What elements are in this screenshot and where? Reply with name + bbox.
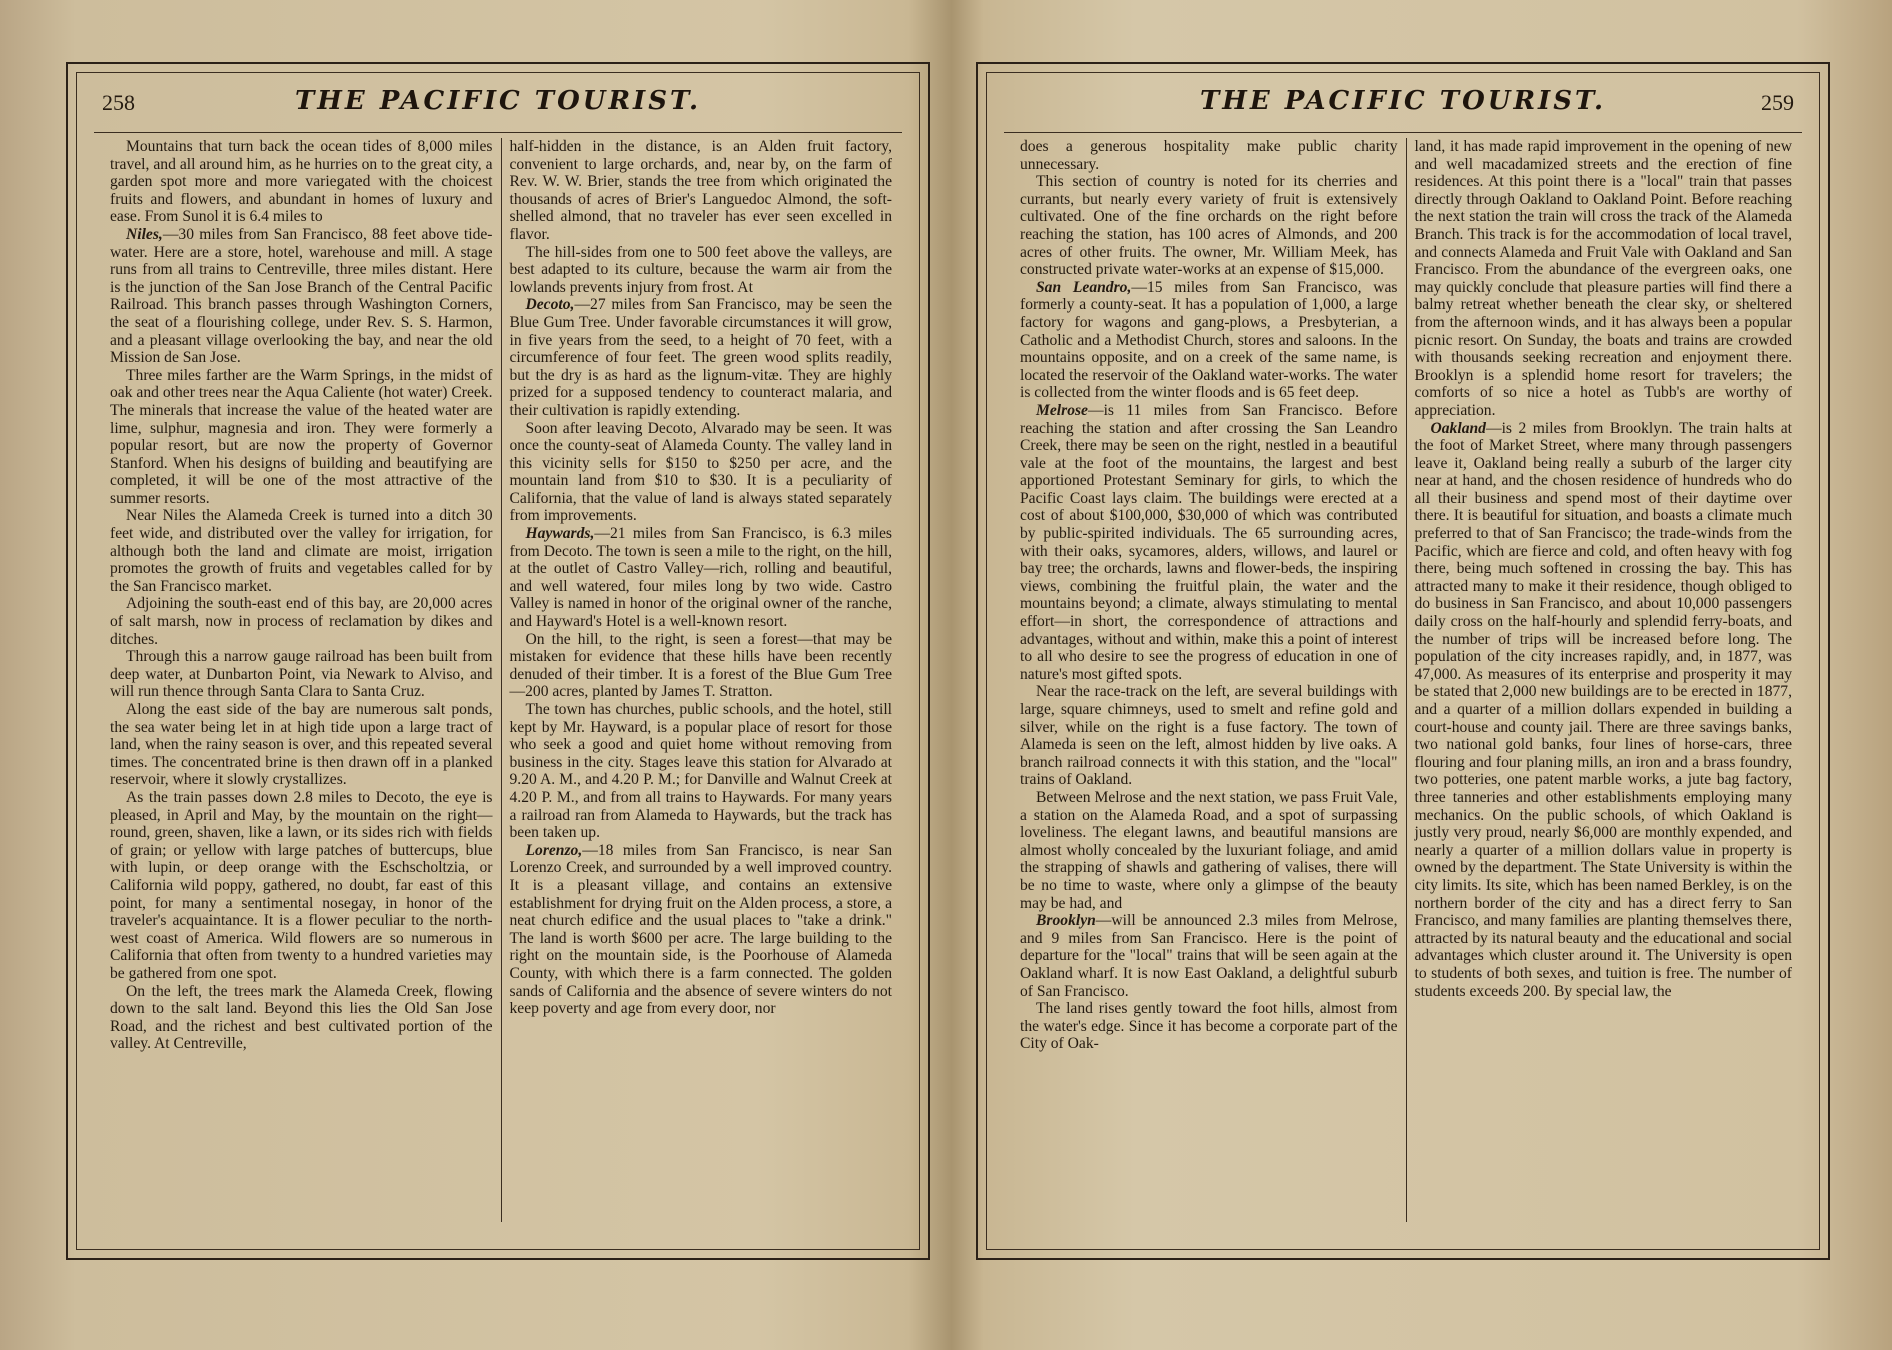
running-header xyxy=(1006,86,1800,128)
paragraph-text: —27 miles from San Francisco, may be seen the Blue Gum Tree. Under favorable circumstances it will grow, in five years from the seed, to a height of 70 feet, with a circumference of four feet. The green wood splits readily, but the dry is as hard as the lignum-vitæ. They are highly prized for a supposed tendency to counteract malaria, and their cultivation is rapidly extending. xyxy=(509,296,892,419)
paragraph-text: Along the east side of the bay are numerous salt ponds, the sea water being let in at high tide upon a large tract of land, when the rainy season is over, and this repeated several times. The concentrated brine is then drawn off in a planked reservoir, where it slowly crystallizes. xyxy=(110,701,493,789)
header-rule xyxy=(94,132,902,133)
paragraph-text: Near the race-track on the left, are several buildings with large, square chimneys, used to smelt and refine gold and silver, while on the right is a fuse factory. The town of Alameda is seen on the left, almost hidden by live oaks. A branch railroad connects it with this station, and the "local" trains of Oakland. xyxy=(1020,683,1398,789)
paragraph-text: Through this a narrow gauge railroad has been built from deep water, at Dunbarton Point, via Newark to Alviso, and will run thence through Santa Clara to Santa Cruz. xyxy=(110,648,493,701)
paragraph xyxy=(1020,173,1398,279)
paragraph xyxy=(1415,138,1793,420)
station-heading: Niles, xyxy=(126,225,163,243)
paragraph-text: —is 2 miles from Brooklyn. The train halts at the foot of Market Street, where many through passengers leave it, Oakland being really a suburb of the larger city near at hand, and the chosen residence of hundreds who do all their business and spend most of their daytime over there. It is beautiful for situation, and boasts a climate much preferred to that of San Francisco; the trade-winds from the Pacific, which are fierce and cold, and often heavy with fog there, being much softened in crossing the bay. This has attracted many to make it their residence, though obliged to do business in San Francisco, and about 10,000 passengers daily cross on the half-hourly and splendid ferry-boats, and the number of trips will be increased before long. The population of the city increases rapidly, and, in 1877, was 47,000. As measures of its enterprise and prosperity it may be stated that 2,000 new buildings are to be erected in 1877, and a quarter of a million dollars expended in building a court-house and county jail. There are three savings banks, two national gold banks, four lines of horse-cars, three flouring and four planing mills, an iron and a brass foundry, two potteries, one patent marble works, a jute bag factory, three tanneries and other establishments employing many mechanics. On the public schools, of which Oakland is justly very proud, nearly $6,000 are monthly expended, and nearly a quarter of a million dollars value in property is owned by the department. The State University is within the city limits. Its site, which has been named Berkley, is on the northern border of the city and has a direct ferry to San Francisco, and many families are planting themselves there, attracted by its natural beauty and the educational and social advantages which cluster around it. The University is open to students of both sexes, and tuition is free. The number of students exceeds 200. By special law, the xyxy=(1414,419,1792,1000)
running-title: THE PACIFIC TOURIST. xyxy=(1199,86,1607,116)
paragraph xyxy=(510,631,893,701)
paragraph xyxy=(1020,402,1398,684)
paragraph xyxy=(1020,138,1398,173)
paragraph xyxy=(110,226,493,367)
paragraph-text: —21 miles from San Francisco, is 6.3 miles from Decoto. The town is seen a mile to the right, on the hill, at the outlet of Castro Valley—rich, rolling and beautiful, and well watered, four miles long by two wide. Castro Valley is named in honor of the original owner of the ranche, and Hayward's Hotel is a well-known resort. xyxy=(509,525,892,631)
paragraph-text: Near Niles the Alameda Creek is turned into a ditch 30 feet wide, and distributed over the valley for irrigation, for although both the land and climate are moist, irrigation promotes the growth of fruits and vegetables called for by the San Francisco market. xyxy=(110,507,493,595)
running-header xyxy=(96,86,900,128)
column-right xyxy=(502,138,901,1222)
paragraph-text: does a generous hospitality make public charity unnecessary. xyxy=(1020,138,1398,173)
paragraph xyxy=(510,296,893,419)
paragraph-text: —18 miles from San Francisco, is near San Lorenzo Creek, and surrounded by a well improved country. It is a pleasant village, and contains an extensive establishment for drying fruit on the Alden process, a store, a neat church edifice and the usual places to "take a drink." The land is worth $600 per acre. The large building to the right on the mountain side, is the Poorhouse of Alameda County, with which there is a farm connected. The golden sands of California and the absence of severe winters do not keep poverty and age from every door, nor xyxy=(509,841,892,1018)
station-heading: Decoto, xyxy=(525,296,575,314)
paragraph xyxy=(1020,279,1398,402)
paragraph xyxy=(510,244,893,297)
paragraph-text: The town has churches, public schools, and the hotel, still kept by Mr. Hayward, is a popular place of resort for those who seek a good and quiet home without removing from business in the city. Stages leave this station for Alvarado at 9.20 A. M., and 4.20 P. M.; for Danville and Walnut Creek at 4.20 P. M., and from all trains to Haywards. For many years a railroad ran from Alameda to Haywards, but the track has been taken up. xyxy=(509,701,892,842)
paragraph xyxy=(1020,789,1398,912)
paragraph xyxy=(510,525,893,631)
paragraph-text: Soon after leaving Decoto, Alvarado may be seen. It was once the county-seat of Alameda County. The valley land in this vicinity sells for $150 to $250 per acre, and the mountain land from $10 to $30. It is a peculiarity of California, that the value of land is always stated separately from improvements. xyxy=(509,419,892,525)
paragraph xyxy=(110,507,493,595)
paragraph-text: land, it has made rapid improvement in the opening of new and well macadamized streets and the erection of fine residences. At this point there is a "local" train that passes directly through Oakland to Oakland Point. Before reaching the next station the train will cross the track of the Alameda Branch. This track is for the accommodation of local travel, and connects Alameda and Fruit Vale with Oakland and San Francisco. From the abundance of the evergreen oaks, one may quickly conclude that pleasure parties will find there a balmy retreat whether beneath the clear sky, or sheltered from the afternoon winds, and it has always been a popular picnic resort. On Sunday, the boats and trains are crowded with thousands seeking recreation and enjoyment there. Brooklyn is a splendid home resort for travelers; the comforts of so nice a hotel as Tubb's are worthy of appreciation. xyxy=(1414,138,1792,419)
paragraph-text: —is 11 miles from San Francisco. Before reaching the station and after crossing the San Leandro Creek, there may be seen on the right, nestled in a beautiful vale at the foot of the mountains, the largest and best apportioned Protestant Seminary for girls, to which the Pacific Coast lays claim. The buildings were erected at a cost of about $100,000, $30,000 of which was contributed by public-spirited individuals. The 65 surrounding acres, with their oaks, sycamores, alders, willows, and laurel or bay tree; the orchards, lawns and flower-beds, the inspiring views, combining the fruitful plain, the water and the mountains beyond; a climate, always stimulating to mental effort—in short, the correspondence of attractions and advantages, without and within, make this a point of interest to all who desire to see the progress of education in one of nature's most gifted spots. xyxy=(1020,401,1398,683)
paragraph-text: The hill-sides from one to 500 feet above the valleys, are best adapted to its culture, because the warm air from the lowlands prevents injury from frost. At xyxy=(509,243,892,296)
page-number: 258 xyxy=(102,90,135,115)
paragraph-text: Mountains that turn back the ocean tides of 8,000 miles travel, and all around him, as he hurries on to the great city, a garden spot more and more variegated with the choicest fruits and flowers, and abundant in homes of luxury and ease. From Sunol it is 6.4 miles to xyxy=(110,138,493,226)
station-heading: Lorenzo, xyxy=(525,841,583,859)
paragraph xyxy=(110,648,493,701)
station-heading: Melrose xyxy=(1036,401,1088,419)
page-number: 259 xyxy=(1761,90,1794,115)
station-heading: Haywards, xyxy=(525,525,595,543)
left-page xyxy=(66,62,930,1260)
column-left xyxy=(102,138,501,1222)
paragraph xyxy=(1020,1000,1398,1053)
header-rule xyxy=(1004,132,1802,133)
column-left xyxy=(1012,138,1406,1222)
paragraph-text: —30 miles from San Francisco, 88 feet above tide-water. Here are a store, hotel, warehouse and mill. A stage runs from all trains to Centreville, three miles distant. Here is the junction of the San Jose Branch of the Central Pacific Railroad. This branch passes through Washington Corners, the seat of a flourishing college, under Rev. S. S. Harmon, and a pleasant village overlooking the bay, and near the old Mission de San Jose. xyxy=(110,225,493,367)
paragraph xyxy=(110,367,493,508)
paragraph xyxy=(110,983,493,1053)
paragraph xyxy=(110,701,493,789)
paragraph-text: The land rises gently toward the foot hills, almost from the water's edge. Since it has become a corporate part of the City of Oak- xyxy=(1020,1000,1398,1053)
paragraph xyxy=(110,138,493,226)
paragraph-text: —will be announced 2.3 miles from Melrose, and 9 miles from San Francisco. Here is the point of departure for the "local" trains that will be seen again at the Oakland wharf. It is now East Oakland, a delightful suburb of San Francisco. xyxy=(1020,912,1398,1000)
paragraph-text: half-hidden in the distance, is an Alden fruit factory, convenient to large orchards, and, near by, on the farm of Rev. W. W. Brier, stands the tree from which originated the thousands of acres of Brier's Languedoc Almond, the soft-shelled almond, that no traveler has ever seen excelled in flavor. xyxy=(509,138,892,243)
paragraph-text: As the train passes down 2.8 miles to Decoto, the eye is pleased, in April and May, by the mountain on the right—round, green, shaven, like a lawn, or its sides rich with fields of grain; or yellow with large patches of buttercups, blue with lupin, or deep orange with the Eschscholtzia, or California wild poppy, gathered, no doubt, far east of this point, for many a sentimental nosegay, in honor of the traveler's acquaintance. It is a flower peculiar to the north-west coast of America. Wild flowers are so numerous in California that often from twenty to a hundred varieties may be gathered from one spot. xyxy=(110,788,493,982)
paragraph-text: On the left, the trees mark the Alameda Creek, flowing down to the salt land. Beyond this lies the Old San Jose Road, and the richest and best cultivated portion of the valley. At Centreville, xyxy=(110,982,493,1053)
paragraph-text: —15 miles from San Francisco, was formerly a county-seat. It has a population of 1,000, a large factory for wagons and gang-plows, a Presbyterian, a Catholic and a Methodist Church, stores and saloons. In the mountains opposite, and on a creek of the same name, is located the reservoir of the Oakland water-works. The water is collected from the winter floods and is 65 feet deep. xyxy=(1020,278,1398,402)
running-title: THE PACIFIC TOURIST. xyxy=(294,86,702,116)
paragraph-text: Between Melrose and the next station, we pass Fruit Vale, a station on the Alameda Road, and a spot of surpassing loveliness. The elegant lawns, and beautiful mansions are almost wholly concealed by the luxuriant foliage, and amid the strapping of shawls and gathering of valises, there will be no time to waste, where only a glimpse of the beauty may be had, and xyxy=(1020,788,1398,912)
paragraph xyxy=(110,789,493,983)
paragraph-text: On the hill, to the right, is seen a forest—that may be mistaken for evidence that these hills have been recently denuded of their timber. It is a forest of the Blue Gum Tree—200 acres, planted by James T. Stratton. xyxy=(509,630,892,701)
column-right xyxy=(1407,138,1801,1222)
paragraph xyxy=(510,138,893,244)
station-heading: Oakland xyxy=(1430,419,1486,437)
paragraph xyxy=(110,595,493,648)
paragraph xyxy=(1415,420,1793,1001)
paragraph xyxy=(1020,683,1398,789)
text-columns xyxy=(102,138,900,1222)
paragraph-text: This section of country is noted for its cherries and currants, but nearly every variety of fruit is extensively cultivated. One of the fine orchards on the right before reaching the station, has 100 acres of Almonds, and 200 acres of other fruits. The owner, Mr. William Meek, has constructed private water-works at an expense of $15,000. xyxy=(1020,173,1398,279)
station-heading: Brooklyn xyxy=(1036,912,1096,930)
paragraph xyxy=(510,420,893,526)
station-heading: San Leandro, xyxy=(1036,278,1132,296)
paragraph xyxy=(1020,912,1398,1000)
paragraph xyxy=(510,842,893,1018)
right-page xyxy=(976,62,1830,1260)
paragraph-text: Three miles farther are the Warm Springs, in the midst of oak and other trees near the Aqua Caliente (hot water) Creek. The minerals that increase the value of the heated water are lime, sulphur, magnesia and iron. They were formerly a popular resort, but are now the property of Governor Stanford. When his designs of building and beautifying are completed, it will be one of the most attractive of the summer resorts. xyxy=(110,366,493,507)
text-columns xyxy=(1012,138,1800,1222)
paragraph xyxy=(510,701,893,842)
paragraph-text: Adjoining the south-east end of this bay, are 20,000 acres of salt marsh, now in process of reclamation by dikes and ditches. xyxy=(110,595,493,648)
